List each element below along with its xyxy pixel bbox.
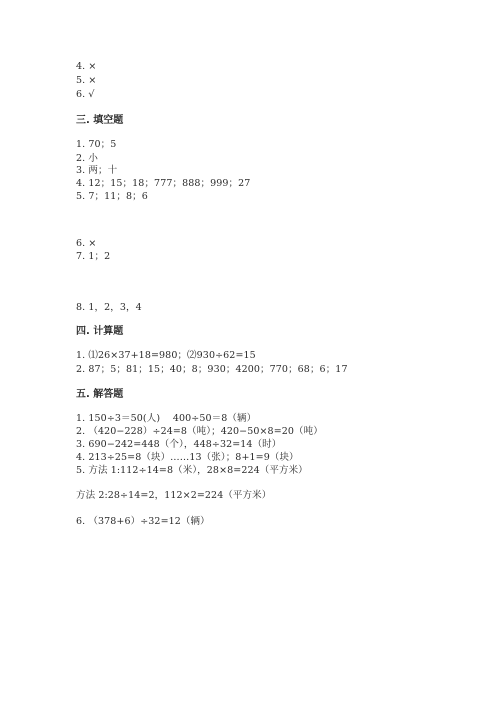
answer-line: 6. √ (76, 89, 95, 100)
answer-line: 1. 150÷3＝50(人) 400÷50＝8（辆） (76, 413, 257, 424)
answer-line: 方法 2:28÷14=2，112×2=224（平方米） (76, 490, 272, 501)
answer-line: 5. 方法 1:112÷14=8（米），28×8=224（平方米） (76, 465, 308, 476)
section-heading: 四. 计算题 (76, 326, 124, 337)
answer-line: 2. （420−228）÷24=8（吨）；420−50×8=20（吨） (76, 426, 323, 437)
answer-line: 6. × (76, 238, 97, 249)
answer-line: 4. 213÷25=8（块）……13（张）；8+1=9（块） (76, 452, 299, 463)
section-heading: 五. 解答题 (76, 389, 124, 400)
answer-line: 3. 两；十 (76, 165, 118, 176)
answer-line: 7. 1；2 (76, 251, 111, 262)
answer-line: 5. × (76, 75, 97, 86)
answer-line: 4. × (76, 61, 97, 72)
answer-line: 1. ⑴26×37+18=980；⑵930÷62=15 (76, 350, 256, 361)
answer-line: 6. （378+6）÷32=12（辆） (76, 516, 210, 527)
answer-line: 1. 70；5 (76, 139, 117, 150)
answer-line: 4. 12；15；18；777；888；999；27 (76, 178, 251, 189)
answer-line: 2. 小 (76, 153, 98, 164)
answer-line: 8. 1，2，3，4 (76, 302, 142, 313)
section-heading: 三. 填空题 (76, 115, 124, 126)
answer-line: 5. 7；11；8；6 (76, 191, 148, 202)
answer-line: 3. 690−242=448（个），448÷32=14（时） (76, 439, 282, 450)
answer-line: 2. 87；5；81；15；40；8；930；4200；770；68；6；17 (76, 364, 348, 375)
